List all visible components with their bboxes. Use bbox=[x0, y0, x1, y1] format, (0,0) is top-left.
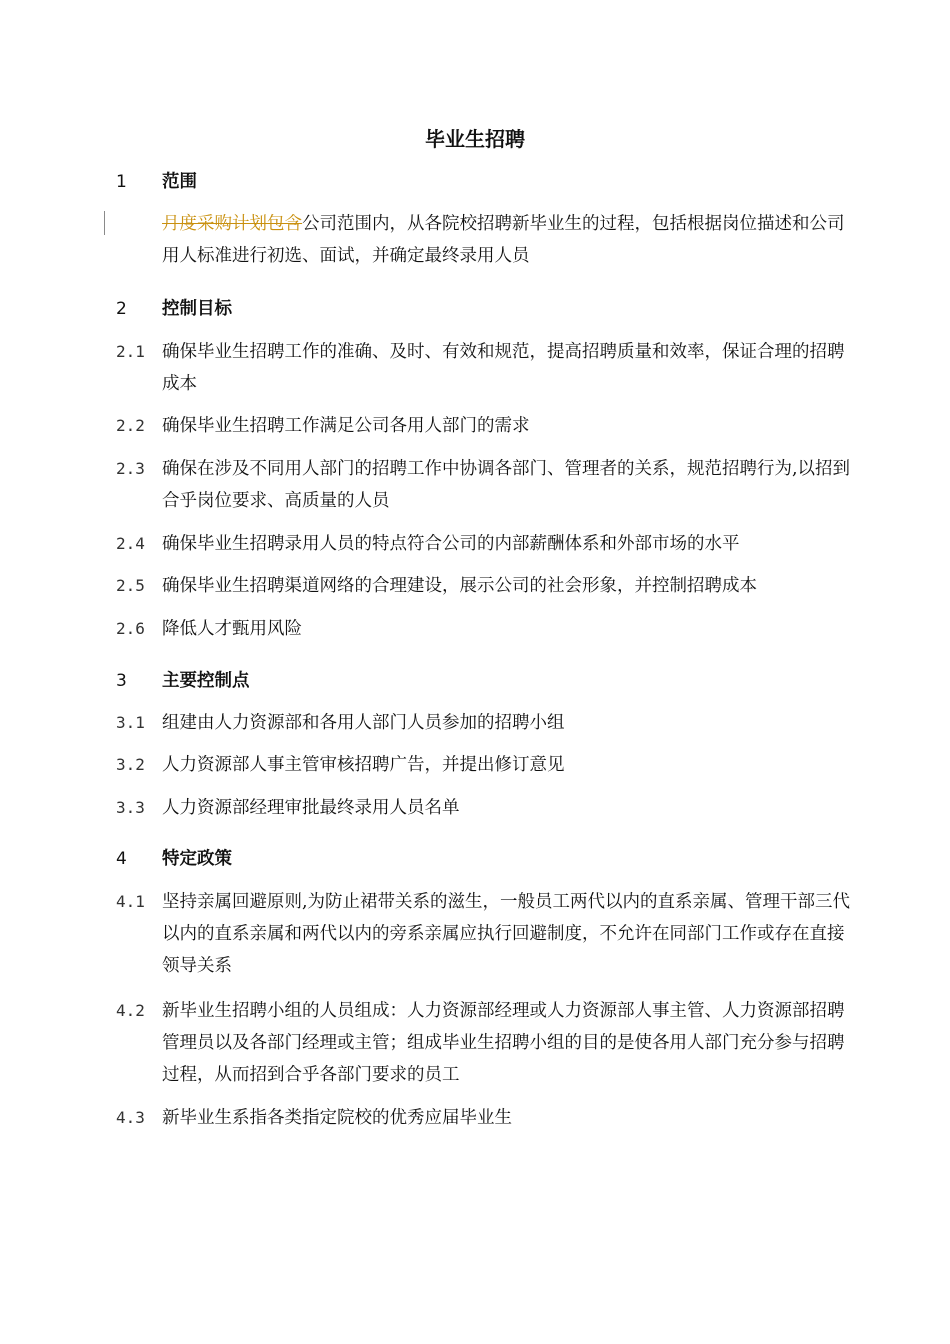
section-number: 2 bbox=[116, 299, 127, 319]
item-number: 2.1 bbox=[116, 342, 145, 361]
item-text: 确保毕业生招聘工作的准确、及时、有效和规范，提高招聘质量和效率，保证合理的招聘成本 bbox=[162, 342, 845, 394]
section-title: 范围 bbox=[162, 172, 197, 192]
revision-change-bar bbox=[104, 211, 105, 235]
section-number: 1 bbox=[116, 172, 127, 192]
item-number: 4.3 bbox=[116, 1108, 145, 1127]
item-text: 人力资源部人事主管审核招聘广告，并提出修订意见 bbox=[162, 755, 565, 775]
item-number: 3.3 bbox=[116, 798, 145, 817]
section-title: 特定政策 bbox=[162, 849, 232, 869]
item-text: 确保毕业生招聘渠道网络的合理建设，展示公司的社会形象，并控制招聘成本 bbox=[162, 576, 757, 596]
section-number: 4 bbox=[116, 849, 127, 869]
document-title: 毕业生招聘 bbox=[425, 127, 525, 151]
section-number: 3 bbox=[116, 671, 127, 691]
item-number: 2.2 bbox=[116, 416, 145, 435]
item-text: 新毕业生系指各类指定院校的优秀应届毕业生 bbox=[162, 1108, 512, 1128]
tracked-deletion: 月度采购计划包含 bbox=[162, 214, 302, 234]
item-number: 4.1 bbox=[116, 892, 145, 911]
item-text: 新毕业生招聘小组的人员组成：人力资源部经理或人力资源部人事主管、人力资源部招聘管理员以及各部门经理或主管；组成毕业生招聘小组的目的是使各用人部门充分参与招聘过程，从而招到合乎各部门要求的员工 bbox=[162, 1001, 845, 1085]
scope-text: 公司范围内，从各院校招聘新毕业生的过程，包括根据岗位描述和公司用人标准进行初选、面试，并确定最终录用人员 bbox=[162, 214, 845, 266]
item-number: 3.1 bbox=[116, 713, 145, 732]
item-number: 2.3 bbox=[116, 459, 145, 478]
item-text: 确保在涉及不同用人部门的招聘工作中协调各部门、管理者的关系，规范招聘行为,以招到合乎岗位要求、高质量的人员 bbox=[162, 459, 851, 511]
item-text: 确保毕业生招聘录用人员的特点符合公司的内部薪酬体系和外部市场的水平 bbox=[162, 534, 740, 554]
item-number: 3.2 bbox=[116, 755, 145, 774]
item-number: 2.6 bbox=[116, 619, 145, 638]
item-text: 坚持亲属回避原则,为防止裙带关系的滋生，一般员工两代以内的直系亲属、管理干部三代以内的直系亲属和两代以内的旁系亲属应执行回避制度，不允许在同部门工作或存在直接领导关系 bbox=[162, 892, 851, 976]
item-number: 4.2 bbox=[116, 1001, 145, 1020]
scope-paragraph bbox=[162, 208, 857, 272]
section-title: 控制目标 bbox=[162, 299, 232, 319]
item-text: 人力资源部经理审批最终录用人员名单 bbox=[162, 798, 460, 818]
item-text: 降低人才甄用风险 bbox=[162, 619, 302, 639]
item-text: 组建由人力资源部和各用人部门人员参加的招聘小组 bbox=[162, 713, 565, 733]
item-number: 2.4 bbox=[116, 534, 145, 553]
item-number: 2.5 bbox=[116, 576, 145, 595]
item-text: 确保毕业生招聘工作满足公司各用人部门的需求 bbox=[162, 416, 530, 436]
section-title: 主要控制点 bbox=[162, 671, 250, 691]
